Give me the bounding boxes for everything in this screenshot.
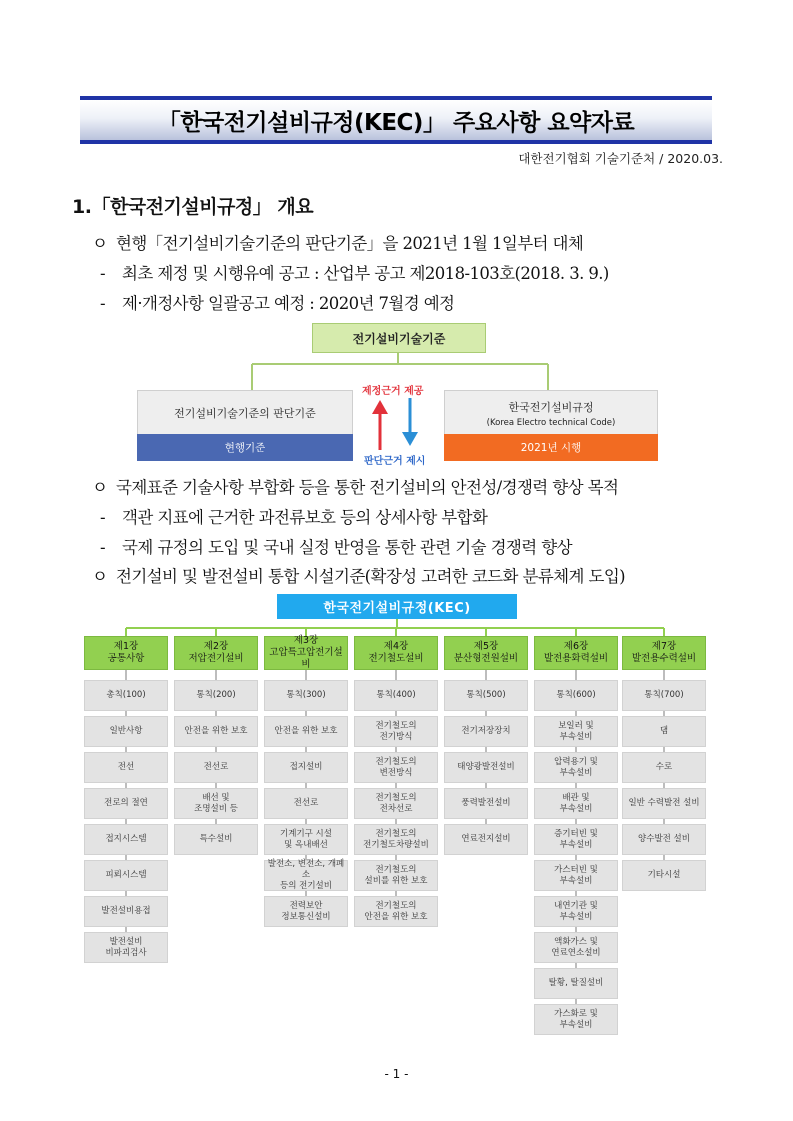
- kec-title-box: 한국전기설비규정(KEC): [277, 594, 517, 619]
- box-label: 전기설비기술기준의 판단기준: [174, 407, 316, 420]
- line-text: 국제표준 기술사항 부합화 등을 통한 전기설비의 안전성/경쟁력 향상 목적: [116, 478, 619, 497]
- chapter-item: 피뢰시스템: [84, 860, 168, 891]
- chapter-item: 발전설비 비파괴검사: [84, 932, 168, 963]
- chapter-header: [534, 636, 618, 670]
- line-text: 전기설비 및 발전설비 통합 시설기준(확장성 고려한 코드화 분류체계 도입): [116, 567, 626, 586]
- chapter-item: 증기터빈 및 부속설비: [534, 824, 618, 855]
- chapter-name: 분산형전원설비: [453, 653, 519, 664]
- chapter-item: 전선로: [174, 752, 258, 783]
- chapter-item: 전기철도의 전기방식: [354, 716, 438, 747]
- chapter-header: [264, 636, 348, 670]
- chapter-item: 총칙(100): [84, 680, 168, 711]
- chapter-item: 태양광발전설비: [444, 752, 528, 783]
- bullet-marker: ㅇ: [92, 567, 108, 586]
- box-label: 한국전기설비규정: [508, 400, 594, 414]
- chapter-item: 발전소, 변전소, 개폐소 등의 전기설비: [264, 860, 348, 891]
- chapter-item: 배선 및 조명설비 등: [174, 788, 258, 819]
- chapter-item: 일반사항: [84, 716, 168, 747]
- chapter-item: 통칙(500): [444, 680, 528, 711]
- chapter-item: 안전을 위한 보호: [174, 716, 258, 747]
- chapter-item: 전기철도의 전차선로: [354, 788, 438, 819]
- enforcement-2021-bar: 2021년 시행: [444, 434, 658, 461]
- chapter-number: 제2장: [203, 641, 229, 652]
- chapter-item: 통칙(300): [264, 680, 348, 711]
- chapter-item: 안전을 위한 보호: [264, 716, 348, 747]
- chapter-item: 특수설비: [174, 824, 258, 855]
- chapter-name: 전기철도설비: [368, 653, 424, 664]
- organization-date: 대한전기협회 기술기준처 / 2020.03.: [518, 151, 723, 166]
- chapter-item: 전선로: [264, 788, 348, 819]
- chapter-item: 압력용기 및 부속설비: [534, 752, 618, 783]
- box-sublabel: (Korea Electro technical Code): [486, 417, 616, 428]
- chapter-item: 전기철도의 설비를 위한 보호: [354, 860, 438, 891]
- chapter-item: 전로의 절연: [84, 788, 168, 819]
- chapter-item: 일반 수력발전 설비: [622, 788, 706, 819]
- chapter-item: 댐: [622, 716, 706, 747]
- chapter-header: [84, 636, 168, 670]
- chapter-item: 통칙(700): [622, 680, 706, 711]
- chapter-header: [444, 636, 528, 670]
- dash-marker: -: [100, 538, 105, 557]
- dash-marker: -: [100, 294, 105, 313]
- chapter-item: 내연기관 및 부속설비: [534, 896, 618, 927]
- chapter-name: 발전용수력설비: [631, 653, 697, 664]
- chapter-number: 제7장: [651, 641, 677, 652]
- chapter-item: 기타시설: [622, 860, 706, 891]
- chapter-header: [174, 636, 258, 670]
- line-text: 국제 규정의 도입 및 국내 실정 반영을 통한 관련 기술 경쟁력 향상: [122, 538, 572, 557]
- chapter-item: 액화가스 및 연료연소설비: [534, 932, 618, 963]
- document-title: 「한국전기설비규정(KEC)」 주요사항 요약자료: [157, 109, 635, 136]
- chapter-number: 제3장: [293, 635, 319, 646]
- bullet-marker: ㅇ: [92, 234, 108, 253]
- line-text: 최초 제정 및 시행유예 공고 : 산업부 공고 제2018-103호(2018. 3. 9.): [122, 264, 609, 283]
- chapter-item: 전기철도의 변전방식: [354, 752, 438, 783]
- chapter-item: 전선: [84, 752, 168, 783]
- up-arrow-label: 제정근거 제공: [362, 386, 424, 397]
- chapter-item: 전기철도의 전기철도차량설비: [354, 824, 438, 855]
- line-text: 제·개정사항 일괄공고 예정 : 2020년 7월경 예정: [122, 294, 455, 313]
- chapter-item: 가스화로 및 부속설비: [534, 1004, 618, 1035]
- current-standard-bar: 현행기준: [137, 434, 353, 461]
- chapter-item: 탈황, 탈질설비: [534, 968, 618, 999]
- chapter-header: [354, 636, 438, 670]
- section-heading: 1.「한국전기설비규정」 개요: [72, 196, 314, 218]
- chapter-name: 고압특고압전기설비: [269, 647, 343, 670]
- chapter-item: 보일러 및 부속설비: [534, 716, 618, 747]
- chapter-number: 제5장: [473, 641, 499, 652]
- chapter-item: 전력보안 정보통신설비: [264, 896, 348, 927]
- tech-standard-box: 전기설비기술기준: [312, 323, 486, 353]
- chapter-item: 기계기구 시설 및 옥내배선: [264, 824, 348, 855]
- chapter-number: 제4장: [383, 641, 409, 652]
- chapter-item: 수로: [622, 752, 706, 783]
- chapter-item: 연료전지설비: [444, 824, 528, 855]
- chapter-number: 제1장: [113, 641, 139, 652]
- chapter-number: 제6장: [563, 641, 589, 652]
- chapter-item: 가스터빈 및 부속설비: [534, 860, 618, 891]
- chapter-item: 접지설비: [264, 752, 348, 783]
- chapter-item: 접지시스템: [84, 824, 168, 855]
- chapter-item: 통칙(200): [174, 680, 258, 711]
- chapter-item: 발전설비용접: [84, 896, 168, 927]
- line-text: 객관 지표에 근거한 과전류보호 등의 상세사항 부합화: [122, 508, 488, 527]
- bullet-marker: ㅇ: [92, 478, 108, 497]
- dash-marker: -: [100, 508, 105, 527]
- chapter-item: 양수발전 설비: [622, 824, 706, 855]
- chapter-item: 통칙(400): [354, 680, 438, 711]
- chapter-name: 발전용화력설비: [543, 653, 609, 664]
- chapter-header: [622, 636, 706, 670]
- dash-marker: -: [100, 264, 105, 283]
- line-text: 현행「전기설비기술기준의 판단기준」을 2021년 1월 1일부터 대체: [116, 234, 584, 253]
- chapter-name: 공통사항: [107, 653, 145, 664]
- page-number: - 1 -: [384, 1067, 409, 1081]
- chapter-item: 전기저장장치: [444, 716, 528, 747]
- chapter-item: 전기철도의 안전을 위한 보호: [354, 896, 438, 927]
- chapter-item: 배관 및 부속설비: [534, 788, 618, 819]
- chapter-item: 풍력발전설비: [444, 788, 528, 819]
- chapter-name: 저압전기설비: [188, 653, 244, 664]
- down-arrow-label: 판단근거 제시: [364, 456, 426, 467]
- chapter-item: 통칙(600): [534, 680, 618, 711]
